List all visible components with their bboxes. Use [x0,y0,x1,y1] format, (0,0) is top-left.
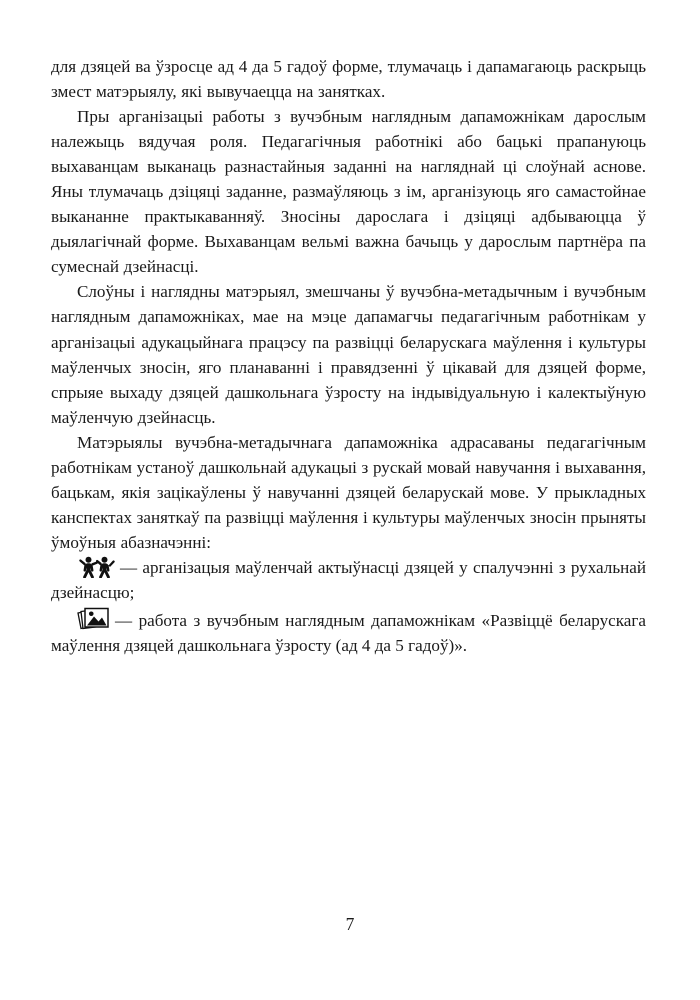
legend-text-1: арганізацыя маўленчай актыўнасці дзяцей у спалучэнні з рухальнай дзейнасцю; [51,557,646,602]
legend-text-2: работа з вучэбным наглядным дапаможнікам «Развіццё беларускага маўлення дзяцей дашкольнага ўзросту (ад 4 да 5 гадоў)». [51,611,646,656]
text-column [51,54,646,658]
legend-item-visual-aid [51,605,646,658]
photo-stack-icon [77,606,110,631]
paragraph-4: Матэрыялы вучэбна-метадычнага дапаможніка адрасаваны педагагічным работнікам устаноў дашкольнай адукацыі з рускай мовай навучання і выхавання, бацькам, якія зацікаўлены ў навучанні дзяцей беларускай мове. У прыкладных канспектах заняткаў па развіцці маўлення і культуры маўленчых зносін прыняты ўмоўныя абазначэнні: [51,432,646,552]
paragraph-2: Пры арганізацыі работы з вучэбным наглядным дапаможнікам дарослым належыць вядучая роля. Педагагічныя работнікі або бацькі прапануюць выхаванцам выканаць разнастайныя заданні на нагляднай ці слоўнай аснове. Яны тлумачаць дзіцяці заданне, размаўляюць з ім, арганізуюць яго самастойнае выкананне практыкаванняў. Зносіны дарослага і дзіцяці адбываюцца ў дыялагічнай форме. Выхаванцам вельмі важна бачыць у дарослым партнёра па сумеснай дзейнасці. [51,107,646,277]
paragraph-3: Слоўны і наглядны матэрыял, змешчаны ў вучэбна-метадычным і вучэбным наглядным дапаможніках, мае на мэце дапамагчы педагагічным работнікам у арганізацыі адукацыйнага працэсу па развіцці беларускага маўлення і культуры маўленчых зносін, яго планаванні і правядзенні ў цікавай для дзяцей форме, спрыяе выхаду дзяцей дашкольнага ўзросту на індывідуальную і калектыўную маўленчую дзейнасць. [51,282,646,427]
legend-dash-1: — [120,557,138,577]
legend-dash-2: — [115,611,133,631]
page-number: 7 [345,914,355,934]
legend-item-movement-activity [51,555,646,605]
two-people-figures-icon [77,556,115,578]
paragraph-1: для дзяцей ва ўзросце ад 4 да 5 гадоў форме, тлумачаць і дапамагаюць раскрыць змест матэрыялу, які вывучаецца на занятках. [51,57,646,102]
